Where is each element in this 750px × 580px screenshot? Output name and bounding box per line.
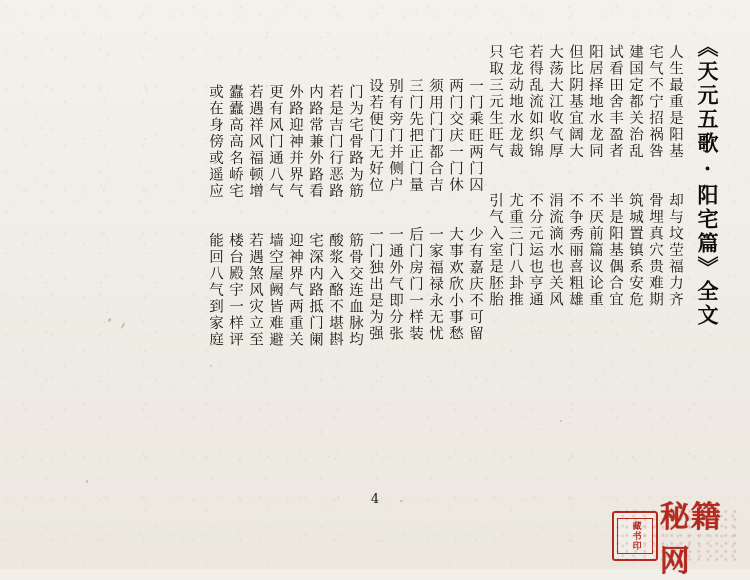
verse-line: 设若便门无好位 一门独出是为强 [367,78,383,342]
paper-speck [86,480,88,483]
verse-line: 更有风门通八气 墙空屋阙皆难避 [267,84,283,348]
seal-text: 藏书印 [617,518,653,554]
verse-line: 只取三元生旺气 引气入室是胚胎 [487,44,503,308]
verse-line: 或在身傍或遥应 能回八气到家庭 [207,84,223,348]
verse-line: 试看田舍丰盈者 半是阳基偶合宜 [607,44,623,308]
verse-line: 若得乱流如织锦 不分元运也亨通 [527,44,543,308]
page-number: 4 [370,492,380,507]
verse-line: 建国定都关治乱 筑城置镇系安危 [627,44,643,308]
verse-line: 若遇祥风福顿增 若遇煞风灾立至 [247,84,263,348]
verse-line: 两门交庆一门休 大事欢欣小事愁 [447,78,463,342]
vertical-text-body [0,18,750,348]
verse-line: 别有旁门并侧户 一通外气即分张 [387,78,403,342]
site-brand-watermark: 秘籍网 [659,500,722,579]
paper-speck [210,365,212,367]
verse-line: 但比阴基宜阔大 不争秀丽喜粗雄 [567,44,583,308]
document-title: 《天元五歌·阳宅篇》全文 [695,36,720,328]
verse-line: 蠹蠹高高名峤宅 楼台殿宇一样评 [227,84,243,348]
verse-line: 一门乘旺两门囚 少有嘉庆不可留 [467,78,483,342]
paper-speck [400,500,403,502]
seal-icon [612,511,658,561]
verse-line: 人生最重是阳基 却与坟茔福力齐 [667,44,683,308]
verse-line: 外路迎神并界气 迎神界气两重关 [287,84,303,348]
verse-line: 内路常兼外路看 宅深内路抵门阑 [307,84,323,348]
verse-line: 宅气不宁招祸咎 骨埋真穴贵难期 [647,44,663,308]
verse-line: 三门先把正门量 后门房门一样装 [407,78,423,342]
verse-line: 若是吉门行恶路 酸浆入酪不堪斟 [327,84,343,348]
verse-line: 宅龙动地水龙裁 尤重三门八卦推 [507,44,523,308]
verse-line: 须用门门都合吉 一家福禄永无忧 [427,78,443,342]
watermark-stamp [612,500,744,579]
verse-line: 大荡大江收气厚 涓流滴水也关风 [547,44,563,308]
verse-line: 门为宅骨路为筋 筋骨交连血脉均 [347,84,363,348]
paper-speck [560,420,562,422]
verse-line: 阳居择地水龙同 不厌前篇议论重 [587,44,603,308]
